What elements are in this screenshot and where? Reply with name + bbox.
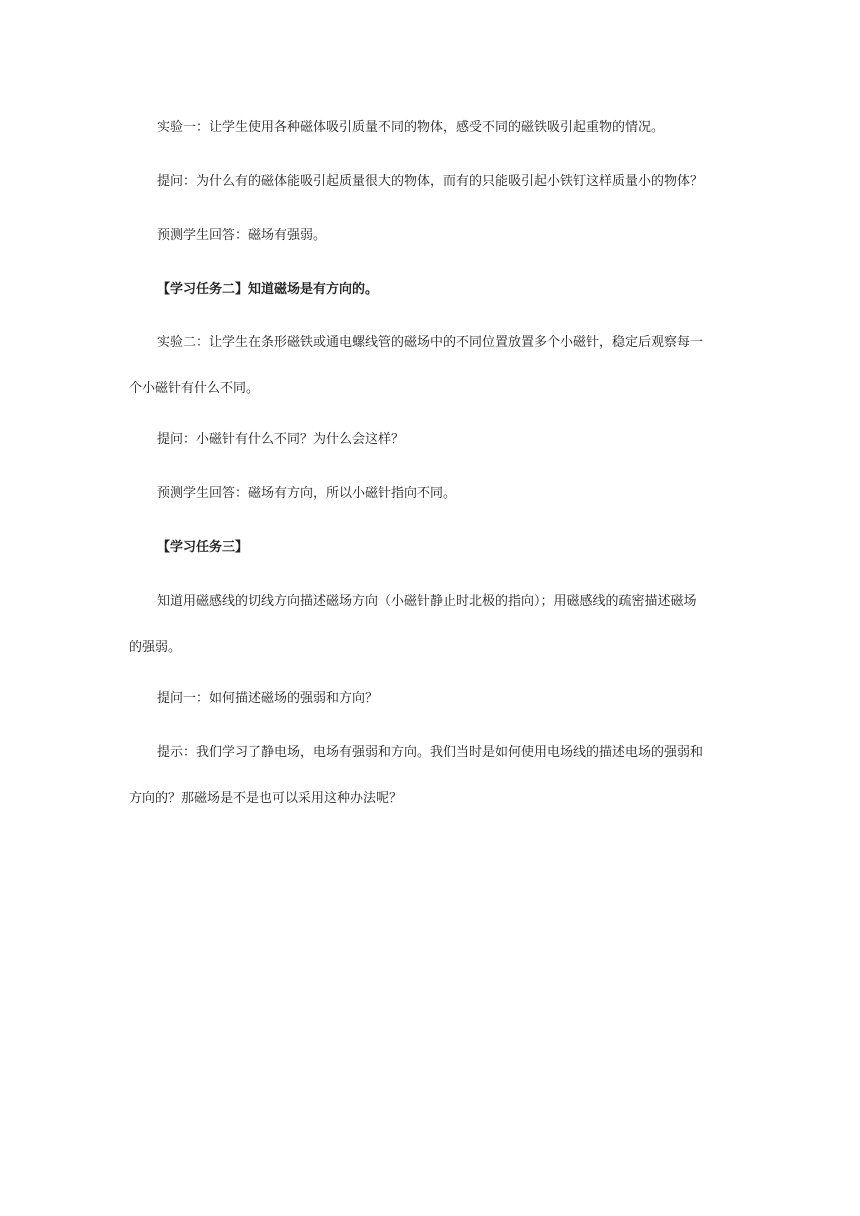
paragraph-hint	[129, 741, 734, 811]
paragraph-question-three	[129, 687, 762, 711]
heading-learning-task-three	[129, 536, 762, 560]
paragraph-line-2: 个小磁针有什么不同。	[129, 381, 260, 396]
paragraph-experiment-one	[129, 116, 762, 140]
paragraph-line-1: 知道用磁感线的切线方向描述磁场方向（小磁针静止时北极的指向）；用磁感线的疏密描述磁场	[157, 594, 697, 609]
paragraph-predicted-answer-two	[129, 482, 762, 506]
paragraph-question-two	[129, 428, 762, 452]
paragraph-experiment-two	[129, 331, 734, 401]
paragraph-predicted-answer-one	[129, 224, 762, 248]
paragraph-text: 实验一：让学生使用各种磁体吸引质量不同的物体，感受不同的磁铁吸引起重物的情况。	[157, 120, 665, 135]
paragraph-line-2: 的强弱。	[129, 640, 182, 655]
paragraph-text: 提问一：如何描述磁场的强弱和方向？	[157, 691, 379, 706]
paragraph-text: 提问：小磁针有什么不同？为什么会这样？	[157, 432, 405, 447]
paragraph-text: 预测学生回答：磁场有方向，所以小磁针指向不同。	[157, 486, 457, 501]
paragraph-line-2: 方向的？那磁场是不是也可以采用这种办法呢？	[129, 791, 403, 806]
paragraph-task-three-goal	[129, 590, 734, 660]
heading-learning-task-two	[129, 278, 762, 302]
paragraph-line-1: 提示：我们学习了静电场，电场有强弱和方向。我们当时是如何使用电场线的描述电场的强弱和	[157, 745, 704, 760]
paragraph-text: 预测学生回答：磁场有强弱。	[157, 228, 327, 243]
paragraph-question-one	[129, 170, 762, 194]
heading-text: 【学习任务二】知道磁场是有方向的。	[157, 282, 379, 297]
paragraph-text: 提问：为什么有的磁体能吸引起质量很大的物体，而有的只能吸引起小铁钉这样质量小的物体？	[157, 174, 704, 189]
paragraph-line-1: 实验二：让学生在条形磁铁或通电螺线管的磁场中的不同位置放置多个小磁针，稳定后观察每一	[157, 335, 704, 350]
heading-text: 【学习任务三】	[157, 540, 249, 555]
